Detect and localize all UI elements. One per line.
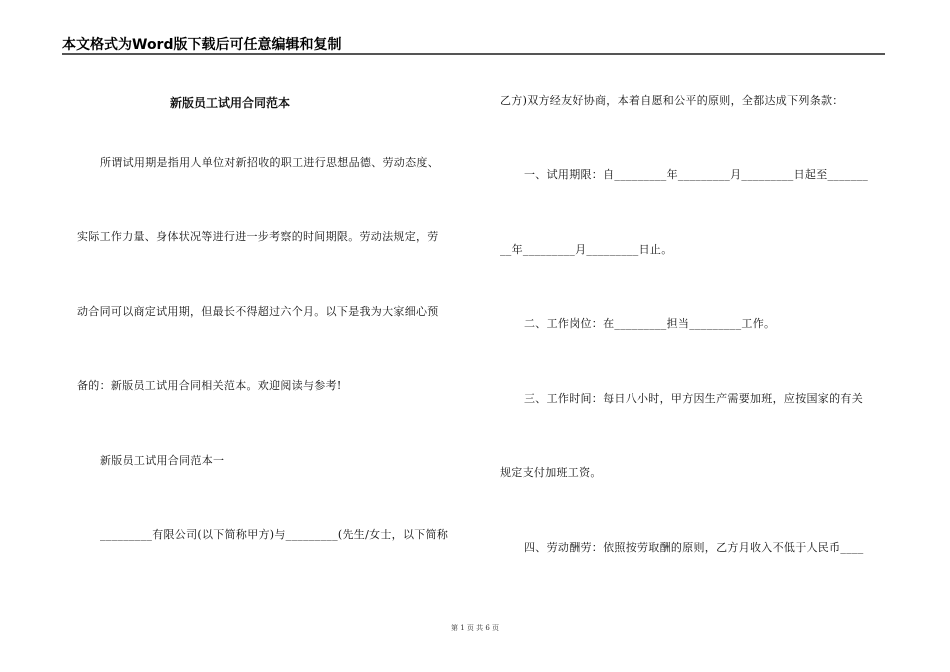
paragraph-line: 备的：新版员工试用合同相关范本。欢迎阅读与参考! xyxy=(77,379,342,392)
paragraph-line: 乙方)双方经友好协商，本着自愿和公平的原则，全都达成下列条款： xyxy=(500,94,844,107)
paragraph-line: 所谓试用期是指用人单位对新招收的职工进行思想品德、劳动态度、 xyxy=(100,156,439,169)
clause-line: __年_________月_________日止。 xyxy=(500,243,673,256)
download-banner: 本文格式为Word版下载后可任意编辑和复制 xyxy=(62,37,342,53)
paragraph-line: 动合同可以商定试用期，但最长不得超过六个月。以下是我为大家细心预 xyxy=(77,305,439,318)
clause-line: 三、工作时间：每日八小时，甲方因生产需要加班，应按国家的有关 xyxy=(524,392,863,405)
clause-line: 规定支付加班工资。 xyxy=(500,466,602,479)
clause-line: 四、劳动酬劳：依照按劳取酬的原则，乙方月收入不低于人民币____ xyxy=(524,541,864,554)
page-number: 第 1 页 共 6 页 xyxy=(450,624,500,632)
clause-line: 二、工作岗位：在_________担当_________工作。 xyxy=(524,317,776,330)
paragraph-line: 实际工作力量、身体状况等进行进一步考察的时间期限。劳动法规定，劳 xyxy=(77,230,439,243)
section-heading: 新版员工试用合同范本一 xyxy=(100,454,225,467)
clause-line: 一、试用期限：自_________年_________月_________日起至_______ xyxy=(524,168,869,181)
document-title: 新版员工试用合同范本 xyxy=(169,96,290,110)
paragraph-line: _________有限公司(以下简称甲方)与_________(先生/女士，以下简称 xyxy=(100,528,449,541)
